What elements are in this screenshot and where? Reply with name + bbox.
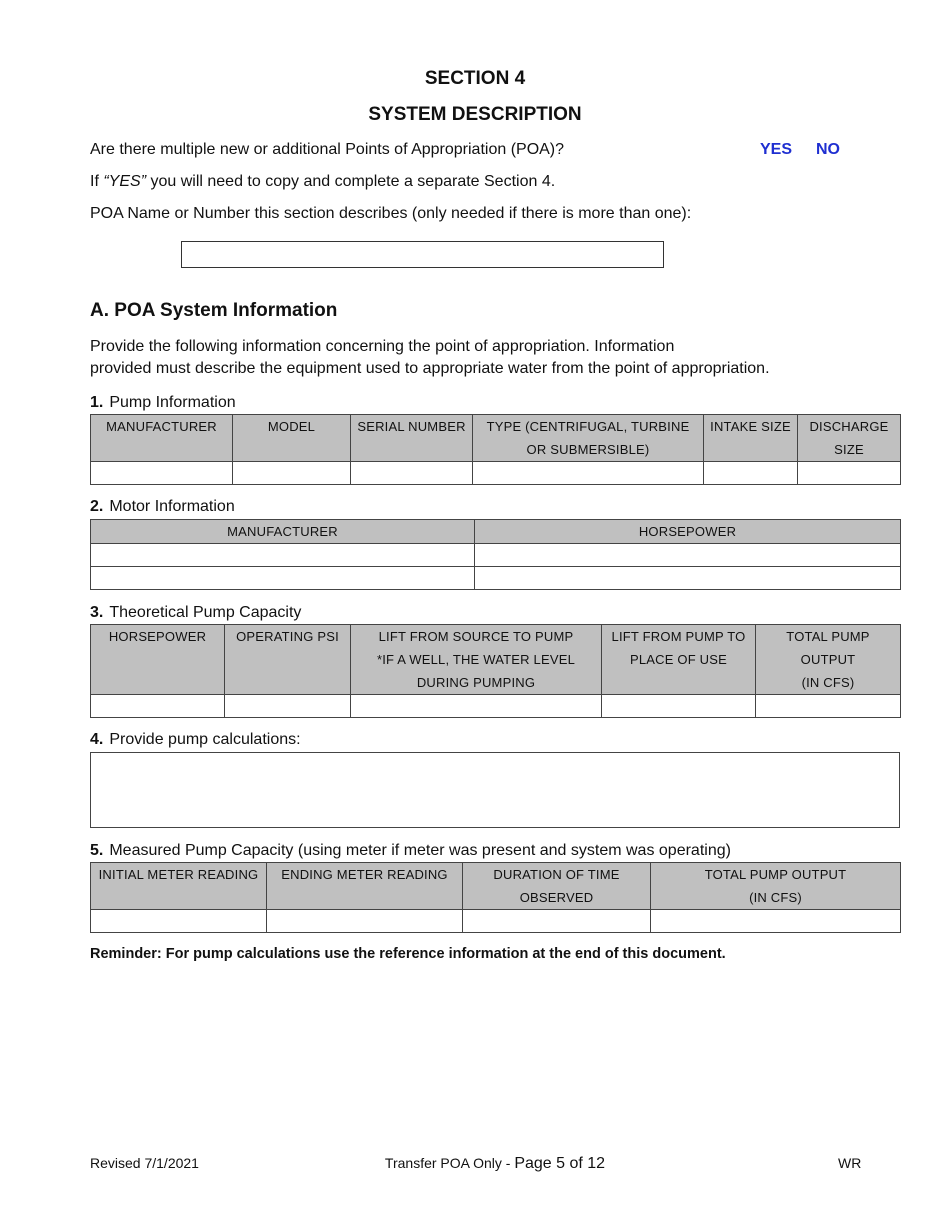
yes-option[interactable]: YES <box>760 141 793 158</box>
footer-doc-name: Transfer POA Only - <box>384 1155 515 1171</box>
measured-label <box>90 842 731 860</box>
part-a-line-2: provided must describe the equipment used to appropriate water from the point of appropriation. <box>90 360 770 377</box>
measured-cfs-unit: (IN CFS) <box>749 890 802 905</box>
table-row <box>91 544 901 567</box>
th-lift-source-input[interactable] <box>351 695 601 717</box>
page-number: Page 5 of 12 <box>514 1155 606 1172</box>
section-number: SECTION 4 <box>424 68 526 89</box>
poa-name-input[interactable] <box>181 241 664 268</box>
header-ending-meter: ENDING METER READING <box>267 863 463 910</box>
pump-type-input[interactable] <box>473 462 703 484</box>
motor-horsepower-input-1[interactable] <box>475 544 900 566</box>
part-a-line-1: Provide the following information concerning the point of appropriation. Information <box>90 338 675 355</box>
total-output-line: TOTAL PUMP OUTPUT <box>786 629 870 667</box>
th-horsepower-input[interactable] <box>91 695 224 717</box>
header-lift-source-pump <box>351 625 602 695</box>
th-lift-use-input[interactable] <box>602 695 755 717</box>
if-yes-note <box>90 173 555 191</box>
ending-meter-input[interactable] <box>267 910 462 932</box>
motor-info-text: Motor Information <box>109 498 235 515</box>
poa-name-label: POA Name or Number this section describes (only needed if there is more than one): <box>90 205 692 222</box>
th-psi-input[interactable] <box>225 695 350 717</box>
header-serial-number: SERIAL NUMBER <box>351 415 473 462</box>
initial-meter-input[interactable] <box>91 910 266 932</box>
pump-manufacturer-input[interactable] <box>91 462 232 484</box>
header-intake-size: INTAKE SIZE <box>704 415 798 462</box>
header-duration: DURATION OF TIME OBSERVED <box>463 863 651 910</box>
header-motor-horsepower: HORSEPOWER <box>475 520 901 544</box>
measured-output-input[interactable] <box>651 910 900 932</box>
calculations-label <box>90 731 301 749</box>
header-total-output <box>756 625 901 695</box>
measured-num: 5. <box>90 842 104 859</box>
motor-manufacturer-input-2[interactable] <box>91 567 474 589</box>
footer-center <box>0 1155 950 1173</box>
multiple-poa-question: Are there multiple new or additional Points of Appropriation (POA)? <box>90 141 565 158</box>
calculations-num: 4. <box>90 731 104 748</box>
lift-source-line: LIFT FROM SOURCE TO PUMP <box>378 629 574 644</box>
header-model: MODEL <box>233 415 351 462</box>
pump-info-table <box>90 414 901 485</box>
if-yes-emphasis: “YES” <box>103 173 147 190</box>
no-option[interactable]: NO <box>816 141 840 158</box>
theoretical-table <box>90 624 901 718</box>
pump-info-num: 1. <box>90 394 104 411</box>
header-discharge-size: DISCHARGE SIZE <box>798 415 901 462</box>
motor-info-label <box>90 498 235 516</box>
header-type: TYPE (CENTRIFUGAL, TURBINE OR SUBMERSIBLE) <box>473 415 704 462</box>
theoretical-num: 3. <box>90 604 104 621</box>
footer-wr: WR <box>838 1155 862 1171</box>
if-prefix: If <box>90 173 104 190</box>
pump-calculations-input[interactable] <box>90 752 900 828</box>
part-a-heading: A. POA System Information <box>90 300 338 321</box>
measured-text: Measured Pump Capacity (using meter if meter was present and system was operating) <box>109 842 731 859</box>
cfs-unit: (IN CFS) <box>801 675 855 690</box>
pump-model-input[interactable] <box>233 462 350 484</box>
table-row <box>91 910 901 933</box>
pump-info-text: Pump Information <box>109 394 236 411</box>
header-th-horsepower: HORSEPOWER <box>91 625 225 695</box>
motor-manufacturer-input-1[interactable] <box>91 544 474 566</box>
if-suffix: you will need to copy and complete a separate Section 4. <box>146 173 556 190</box>
motor-info-num: 2. <box>90 498 104 515</box>
header-manufacturer: MANUFACTURER <box>91 415 233 462</box>
th-output-input[interactable] <box>756 695 900 717</box>
table-row <box>91 462 901 485</box>
header-operating-psi: OPERATING PSI <box>225 625 351 695</box>
table-row <box>91 567 901 590</box>
header-lift-pump-use: LIFT FROM PUMP TO PLACE OF USE <box>602 625 756 695</box>
part-a-description <box>90 336 770 380</box>
measured-table <box>90 862 901 933</box>
reminder-note: Reminder: For pump calculations use the reference information at the end of this document. <box>90 946 726 962</box>
motor-horsepower-input-2[interactable] <box>475 567 900 589</box>
table-row <box>91 695 901 718</box>
pump-info-label <box>90 394 236 412</box>
theoretical-label <box>90 604 301 622</box>
theoretical-text: Theoretical Pump Capacity <box>109 604 302 621</box>
header-initial-meter: INITIAL METER READING <box>91 863 267 910</box>
measured-output-line: TOTAL PUMP OUTPUT <box>704 867 847 882</box>
header-measured-output <box>651 863 901 910</box>
pump-intake-input[interactable] <box>704 462 797 484</box>
header-motor-manufacturer: MANUFACTURER <box>91 520 475 544</box>
duration-input[interactable] <box>463 910 650 932</box>
footer-revised: Revised 7/1/2021 <box>90 1155 199 1171</box>
well-note: *IF A WELL, THE WATER LEVEL DURING PUMPING <box>376 652 576 690</box>
section-title: SYSTEM DESCRIPTION <box>368 104 582 125</box>
calculations-text: Provide pump calculations: <box>109 731 301 748</box>
pump-discharge-input[interactable] <box>798 462 900 484</box>
motor-info-table <box>90 519 901 590</box>
pump-serial-input[interactable] <box>351 462 472 484</box>
